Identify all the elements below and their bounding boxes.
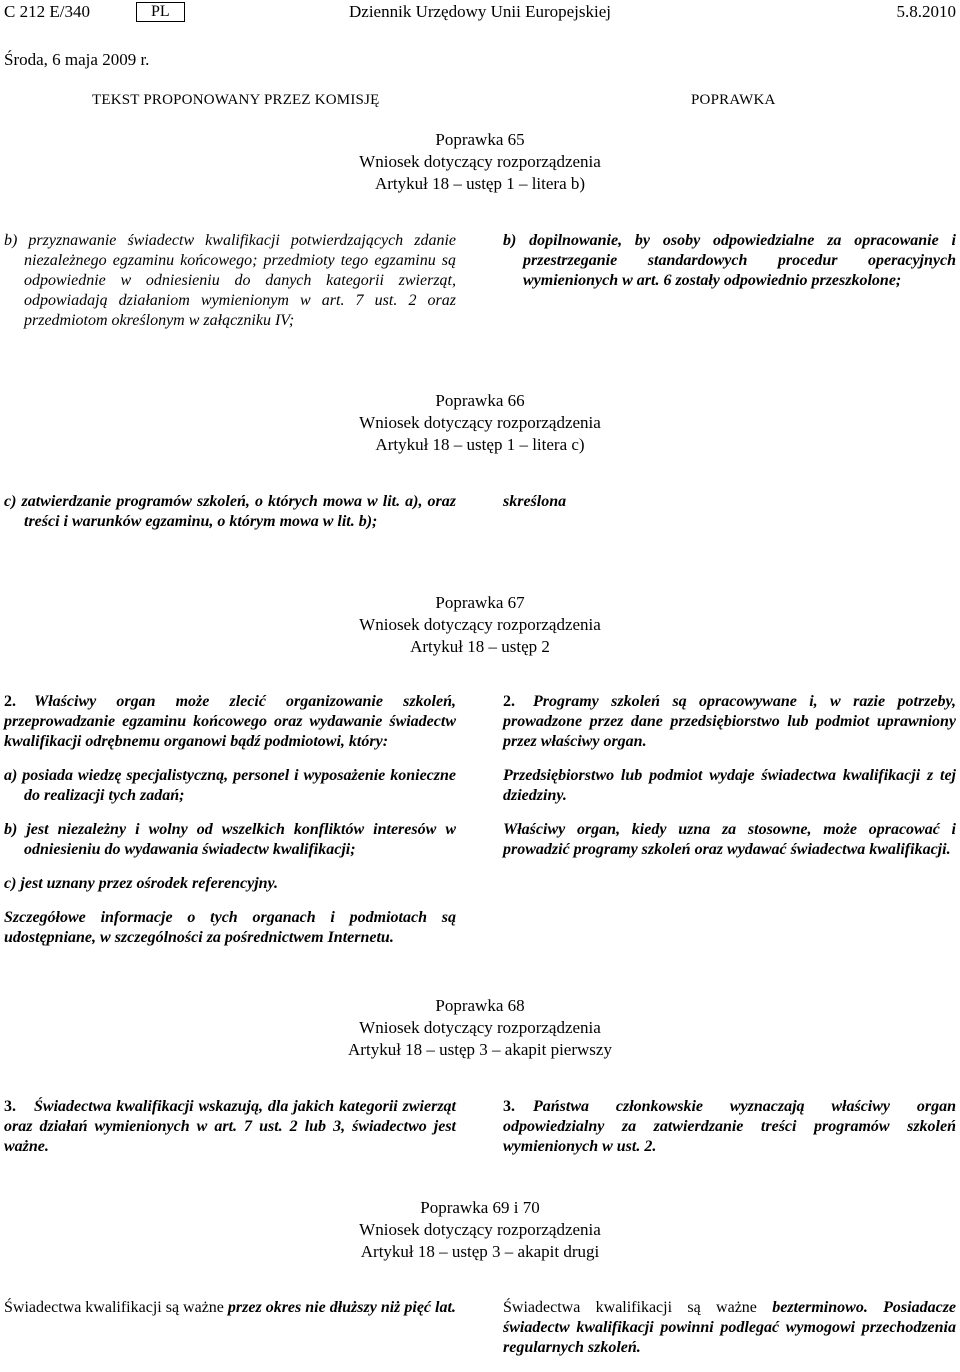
amendment-66-heading	[0, 390, 960, 456]
page-header	[4, 2, 956, 28]
amendment-title: Poprawka 65	[435, 130, 525, 149]
amendment-reference: Artykuł 18 – ustęp 1 – litera c)	[375, 435, 585, 454]
amendment-title: Poprawka 68	[435, 996, 525, 1015]
amendment-reference: Artykuł 18 – ustęp 3 – akapit pierwszy	[348, 1040, 612, 1059]
amendment-65-amended-text: b) dopilnowanie, by osoby odpowiedzialne za opracowanie i przestrzeganie standardowych procedur operacyjnych wymienionych w art. 6 zostały odpowiednio przeszkolone;	[503, 232, 956, 289]
amendment-66-commission-text: c) zatwierdzanie programów szkoleń, o których mowa w lit. a), oraz treści i warunków egzaminu, o którym mowa w lit. b);	[4, 493, 456, 530]
column-header-amendment: POPRAWKA	[691, 92, 776, 108]
amendment-title: Poprawka 69 i 70	[420, 1198, 540, 1217]
amendment-subtitle: Wniosek dotyczący rozporządzenia	[359, 615, 601, 634]
journal-title: Dziennik Urzędowy Unii Europejskiej	[349, 2, 612, 21]
publication-date: 5.8.2010	[896, 2, 956, 21]
language-badge: PL	[136, 2, 185, 22]
amendment-68-heading	[0, 995, 960, 1061]
amendment-subtitle: Wniosek dotyczący rozporządzenia	[359, 1018, 601, 1037]
page-reference: C 212 E/340	[4, 2, 90, 21]
column-header-commission: TEKST PROPONOWANY PRZEZ KOMISJĘ	[92, 92, 380, 108]
amendment-subtitle: Wniosek dotyczący rozporządzenia	[359, 152, 601, 171]
amendment-65-heading	[0, 129, 960, 195]
amendment-reference: Artykuł 18 – ustęp 1 – litera b)	[374, 174, 586, 193]
amendment-69-70-commission-text: Świadectwa kwalifikacji są ważne przez okres nie dłuższy niż pięć lat.	[4, 1299, 456, 1316]
amendment-title: Poprawka 67	[435, 593, 525, 612]
amendment-65-commission-text: b) przyznawanie świadectw kwalifikacji potwierdzających zdanie niezależnego egzaminu końcowego; przedmioty tego egzaminu są odpowiednie w odniesieniu do danych kategorii zwierząt, odpowiadają działaniom wymienionym w art. 7 ust. 2 oraz przedmiotom określonym w załączniku IV;	[4, 232, 456, 329]
amendment-66-amended-text: skreślona	[503, 493, 567, 510]
amendment-title: Poprawka 66	[435, 391, 525, 410]
session-date: Środa, 6 maja 2009 r.	[4, 50, 150, 69]
amendment-67-amended-text: 2. Programy szkoleń są opracowywane i, w razie potrzeby, prowadzone przez dane przedsiębiorstwo lub podmiot uprawniony przez właściwy organ. Przedsiębiorstwo lub podmiot wydaje świadectwa kwalifikacji z tej dziedziny. Właściwy organ, kiedy uzna za stosowne, może opracować i prowadzić programy szkoleń oraz wydawać świadectwa kwalifikacji.	[503, 693, 956, 858]
amendment-67-commission-text: 2. Właściwy organ może zlecić organizowanie szkoleń, przeprowadzanie egzaminu końcowego oraz wydawanie świadectw kwalifikacji odrębnemu organowi bądź podmiotowi, który: a) posiada wiedzę specjalistyczną, personel i wyposażenie konieczne do realizacji tych zadań; b) jest niezależny i wolny od wszelkich konfliktów interesów w odniesieniu do wydawania świadectw kwalifikacji; c) jest uznany przez ośrodek referencyjny. Szczegółowe informacje o tych organach i podmiotach są udostępniane, w szczególności za pośrednictwem Internetu.	[4, 693, 456, 946]
amendment-subtitle: Wniosek dotyczący rozporządzenia	[359, 1220, 601, 1239]
amendment-subtitle: Wniosek dotyczący rozporządzenia	[359, 413, 601, 432]
amendment-68-commission-text: 3. Świadectwa kwalifikacji wskazują, dla jakich kategorii zwierząt oraz działań wymienionych w art. 7 ust. 2 lub 3, świadectwo jest ważne.	[4, 1098, 456, 1155]
amendment-reference: Artykuł 18 – ustęp 3 – akapit drugi	[360, 1242, 600, 1261]
amendment-69-70-heading	[0, 1197, 960, 1263]
amendment-68-amended-text: 3. Państwa członkowskie wyznaczają właściwy organ odpowiedzialny za zatwierdzanie treści programów szkoleń wymienionych w ust. 2.	[503, 1098, 956, 1155]
amendment-69-70-amended-text: Świadectwa kwalifikacji są ważne bezterminowo. Posiadacze świadectw kwalifikacji powinni podlegać wymogowi przechodzenia regularnych szkoleń.	[503, 1299, 957, 1356]
amendment-67-heading	[0, 592, 960, 658]
amendment-reference: Artykuł 18 – ustęp 2	[410, 637, 550, 656]
